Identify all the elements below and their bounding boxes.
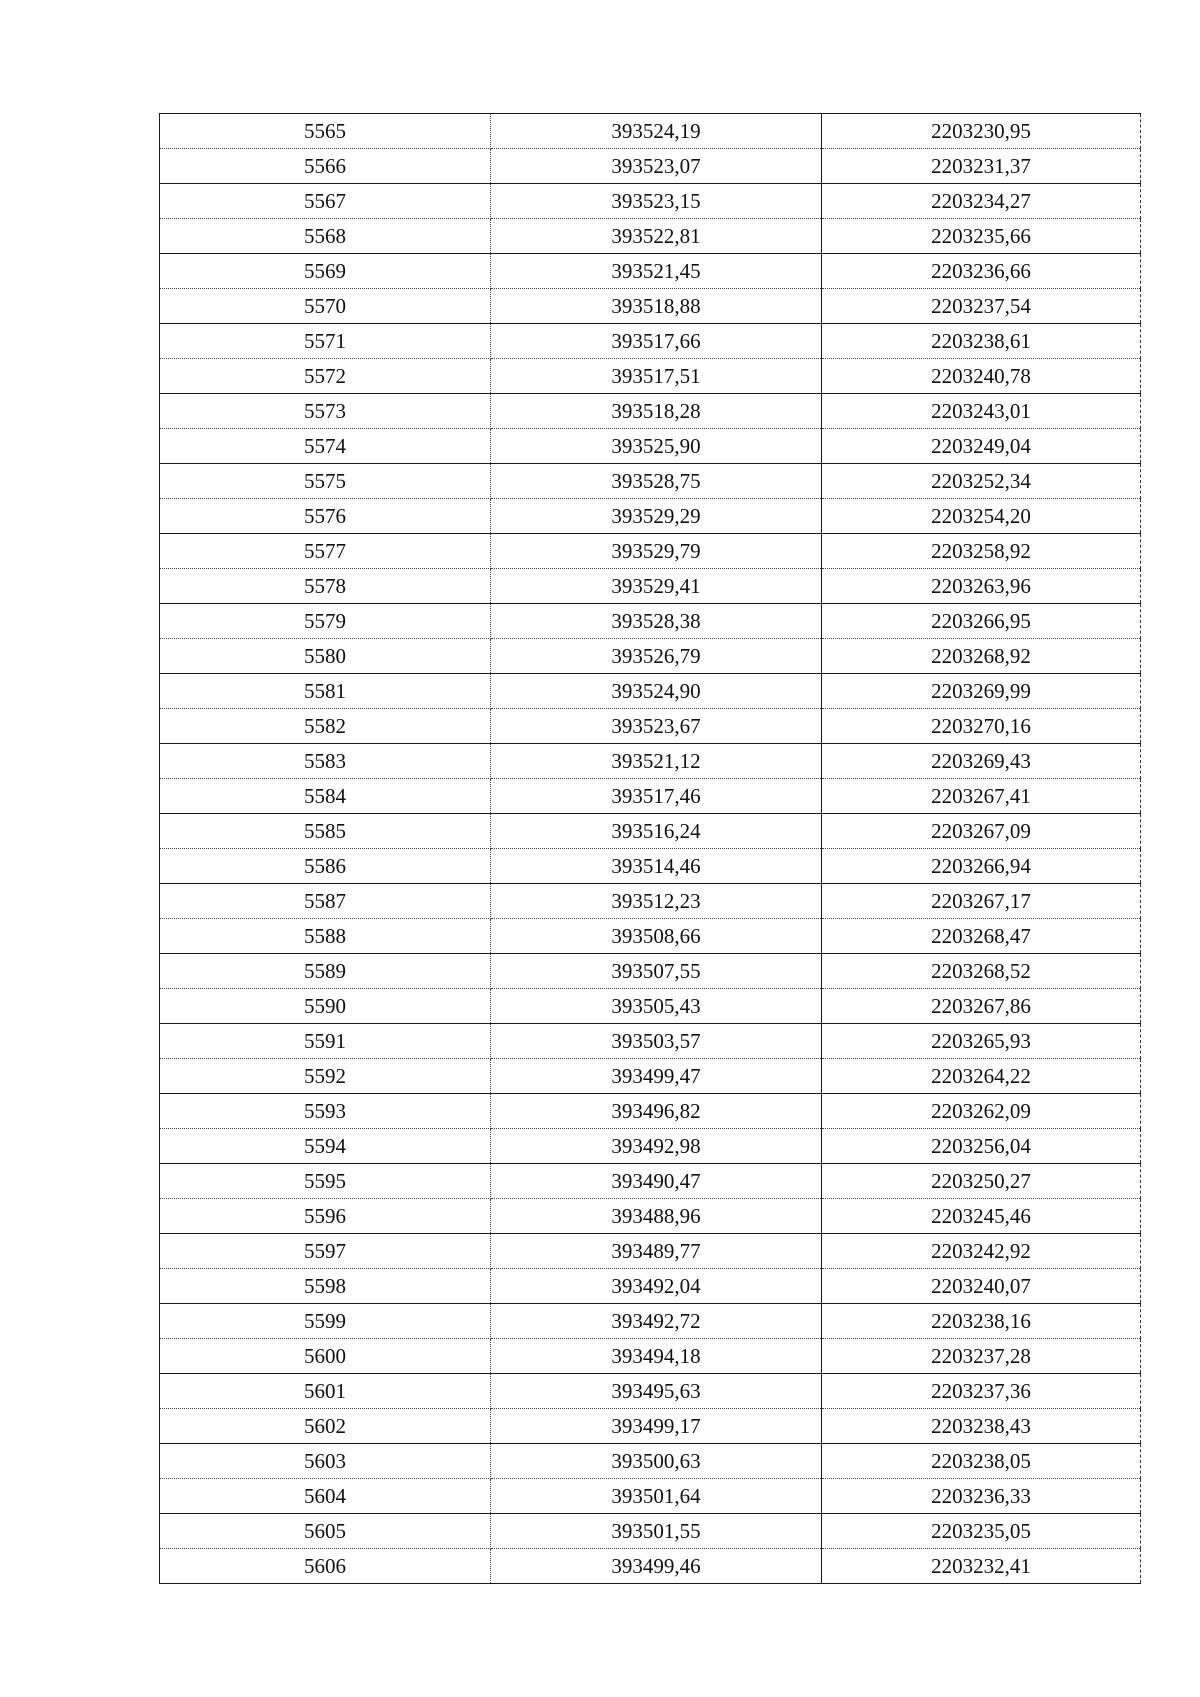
point-number-cell: 5574: [160, 429, 491, 464]
point-number-cell: 5582: [160, 709, 491, 744]
table-row: [160, 114, 1141, 149]
x-coordinate-cell: 393523,67: [491, 709, 822, 744]
point-number-cell: 5598: [160, 1269, 491, 1304]
point-number-cell: 5583: [160, 744, 491, 779]
y-coordinate-cell: 2203267,09: [822, 814, 1141, 849]
y-coordinate-cell: 2203266,95: [822, 604, 1141, 639]
x-coordinate-cell: 393517,51: [491, 359, 822, 394]
y-coordinate-cell: 2203234,27: [822, 184, 1141, 219]
point-number-cell: 5587: [160, 884, 491, 919]
x-coordinate-cell: 393499,17: [491, 1409, 822, 1444]
table-row: [160, 1269, 1141, 1304]
point-number-cell: 5605: [160, 1514, 491, 1549]
y-coordinate-cell: 2203235,66: [822, 219, 1141, 254]
y-coordinate-cell: 2203269,99: [822, 674, 1141, 709]
x-coordinate-cell: 393528,38: [491, 604, 822, 639]
y-coordinate-cell: 2203238,61: [822, 324, 1141, 359]
point-number-cell: 5585: [160, 814, 491, 849]
x-coordinate-cell: 393501,55: [491, 1514, 822, 1549]
x-coordinate-cell: 393521,12: [491, 744, 822, 779]
coordinates-table-body: [160, 114, 1141, 1584]
table-row: [160, 569, 1141, 604]
table-row: [160, 744, 1141, 779]
table-row: [160, 779, 1141, 814]
y-coordinate-cell: 2203238,05: [822, 1444, 1141, 1479]
table-row: [160, 989, 1141, 1024]
point-number-cell: 5566: [160, 149, 491, 184]
table-row: [160, 1549, 1141, 1584]
point-number-cell: 5584: [160, 779, 491, 814]
point-number-cell: 5570: [160, 289, 491, 324]
point-number-cell: 5604: [160, 1479, 491, 1514]
y-coordinate-cell: 2203240,07: [822, 1269, 1141, 1304]
x-coordinate-cell: 393516,24: [491, 814, 822, 849]
y-coordinate-cell: 2203268,92: [822, 639, 1141, 674]
x-coordinate-cell: 393494,18: [491, 1339, 822, 1374]
point-number-cell: 5592: [160, 1059, 491, 1094]
table-row: [160, 464, 1141, 499]
table-row: [160, 324, 1141, 359]
x-coordinate-cell: 393492,72: [491, 1304, 822, 1339]
table-row: [160, 1234, 1141, 1269]
x-coordinate-cell: 393522,81: [491, 219, 822, 254]
y-coordinate-cell: 2203268,47: [822, 919, 1141, 954]
y-coordinate-cell: 2203238,16: [822, 1304, 1141, 1339]
x-coordinate-cell: 393523,15: [491, 184, 822, 219]
x-coordinate-cell: 393521,45: [491, 254, 822, 289]
table-row: [160, 919, 1141, 954]
x-coordinate-cell: 393500,63: [491, 1444, 822, 1479]
point-number-cell: 5591: [160, 1024, 491, 1059]
table-row: [160, 1479, 1141, 1514]
table-row: [160, 884, 1141, 919]
point-number-cell: 5567: [160, 184, 491, 219]
table-row: [160, 1059, 1141, 1094]
coordinates-table: [159, 113, 1141, 1584]
point-number-cell: 5594: [160, 1129, 491, 1164]
y-coordinate-cell: 2203230,95: [822, 114, 1141, 149]
y-coordinate-cell: 2203243,01: [822, 394, 1141, 429]
y-coordinate-cell: 2203266,94: [822, 849, 1141, 884]
point-number-cell: 5600: [160, 1339, 491, 1374]
point-number-cell: 5569: [160, 254, 491, 289]
table-row: [160, 1094, 1141, 1129]
x-coordinate-cell: 393512,23: [491, 884, 822, 919]
x-coordinate-cell: 393490,47: [491, 1164, 822, 1199]
y-coordinate-cell: 2203242,92: [822, 1234, 1141, 1269]
point-number-cell: 5601: [160, 1374, 491, 1409]
x-coordinate-cell: 393499,47: [491, 1059, 822, 1094]
point-number-cell: 5580: [160, 639, 491, 674]
table-row: [160, 1374, 1141, 1409]
point-number-cell: 5579: [160, 604, 491, 639]
table-row: [160, 1164, 1141, 1199]
y-coordinate-cell: 2203263,96: [822, 569, 1141, 604]
y-coordinate-cell: 2203245,46: [822, 1199, 1141, 1234]
x-coordinate-cell: 393518,88: [491, 289, 822, 324]
table-row: [160, 674, 1141, 709]
y-coordinate-cell: 2203264,22: [822, 1059, 1141, 1094]
table-row: [160, 1444, 1141, 1479]
y-coordinate-cell: 2203269,43: [822, 744, 1141, 779]
x-coordinate-cell: 393495,63: [491, 1374, 822, 1409]
y-coordinate-cell: 2203256,04: [822, 1129, 1141, 1164]
x-coordinate-cell: 393517,66: [491, 324, 822, 359]
y-coordinate-cell: 2203252,34: [822, 464, 1141, 499]
x-coordinate-cell: 393529,79: [491, 534, 822, 569]
y-coordinate-cell: 2203258,92: [822, 534, 1141, 569]
x-coordinate-cell: 393529,29: [491, 499, 822, 534]
point-number-cell: 5597: [160, 1234, 491, 1269]
table-row: [160, 1339, 1141, 1374]
y-coordinate-cell: 2203265,93: [822, 1024, 1141, 1059]
table-row: [160, 1304, 1141, 1339]
table-row: [160, 639, 1141, 674]
point-number-cell: 5578: [160, 569, 491, 604]
point-number-cell: 5577: [160, 534, 491, 569]
y-coordinate-cell: 2203250,27: [822, 1164, 1141, 1199]
table-row: [160, 1024, 1141, 1059]
y-coordinate-cell: 2203268,52: [822, 954, 1141, 989]
table-row: [160, 289, 1141, 324]
table-row: [160, 534, 1141, 569]
table-row: [160, 184, 1141, 219]
x-coordinate-cell: 393492,98: [491, 1129, 822, 1164]
table-row: [160, 429, 1141, 464]
table-row: [160, 849, 1141, 884]
point-number-cell: 5606: [160, 1549, 491, 1584]
point-number-cell: 5590: [160, 989, 491, 1024]
x-coordinate-cell: 393524,90: [491, 674, 822, 709]
y-coordinate-cell: 2203232,41: [822, 1549, 1141, 1584]
point-number-cell: 5581: [160, 674, 491, 709]
y-coordinate-cell: 2203267,86: [822, 989, 1141, 1024]
table-row: [160, 1409, 1141, 1444]
x-coordinate-cell: 393499,46: [491, 1549, 822, 1584]
x-coordinate-cell: 393501,64: [491, 1479, 822, 1514]
point-number-cell: 5575: [160, 464, 491, 499]
x-coordinate-cell: 393489,77: [491, 1234, 822, 1269]
table-row: [160, 1129, 1141, 1164]
table-row: [160, 499, 1141, 534]
point-number-cell: 5603: [160, 1444, 491, 1479]
y-coordinate-cell: 2203254,20: [822, 499, 1141, 534]
x-coordinate-cell: 393514,46: [491, 849, 822, 884]
x-coordinate-cell: 393525,90: [491, 429, 822, 464]
y-coordinate-cell: 2203235,05: [822, 1514, 1141, 1549]
y-coordinate-cell: 2203240,78: [822, 359, 1141, 394]
y-coordinate-cell: 2203236,66: [822, 254, 1141, 289]
x-coordinate-cell: 393505,43: [491, 989, 822, 1024]
y-coordinate-cell: 2203267,41: [822, 779, 1141, 814]
x-coordinate-cell: 393528,75: [491, 464, 822, 499]
y-coordinate-cell: 2203270,16: [822, 709, 1141, 744]
x-coordinate-cell: 393517,46: [491, 779, 822, 814]
y-coordinate-cell: 2203237,54: [822, 289, 1141, 324]
point-number-cell: 5572: [160, 359, 491, 394]
y-coordinate-cell: 2203262,09: [822, 1094, 1141, 1129]
table-row: [160, 219, 1141, 254]
y-coordinate-cell: 2203238,43: [822, 1409, 1141, 1444]
table-row: [160, 254, 1141, 289]
point-number-cell: 5602: [160, 1409, 491, 1444]
table-row: [160, 604, 1141, 639]
table-row: [160, 1199, 1141, 1234]
x-coordinate-cell: 393523,07: [491, 149, 822, 184]
y-coordinate-cell: 2203236,33: [822, 1479, 1141, 1514]
table-row: [160, 954, 1141, 989]
y-coordinate-cell: 2203231,37: [822, 149, 1141, 184]
point-number-cell: 5565: [160, 114, 491, 149]
x-coordinate-cell: 393507,55: [491, 954, 822, 989]
point-number-cell: 5571: [160, 324, 491, 359]
point-number-cell: 5593: [160, 1094, 491, 1129]
table-row: [160, 1514, 1141, 1549]
x-coordinate-cell: 393526,79: [491, 639, 822, 674]
table-row: [160, 709, 1141, 744]
y-coordinate-cell: 2203237,28: [822, 1339, 1141, 1374]
y-coordinate-cell: 2203249,04: [822, 429, 1141, 464]
x-coordinate-cell: 393529,41: [491, 569, 822, 604]
point-number-cell: 5576: [160, 499, 491, 534]
x-coordinate-cell: 393524,19: [491, 114, 822, 149]
point-number-cell: 5568: [160, 219, 491, 254]
x-coordinate-cell: 393518,28: [491, 394, 822, 429]
table-row: [160, 814, 1141, 849]
table-row: [160, 359, 1141, 394]
x-coordinate-cell: 393492,04: [491, 1269, 822, 1304]
point-number-cell: 5573: [160, 394, 491, 429]
table-row: [160, 394, 1141, 429]
point-number-cell: 5599: [160, 1304, 491, 1339]
point-number-cell: 5595: [160, 1164, 491, 1199]
table-row: [160, 149, 1141, 184]
x-coordinate-cell: 393503,57: [491, 1024, 822, 1059]
y-coordinate-cell: 2203237,36: [822, 1374, 1141, 1409]
point-number-cell: 5596: [160, 1199, 491, 1234]
x-coordinate-cell: 393508,66: [491, 919, 822, 954]
point-number-cell: 5589: [160, 954, 491, 989]
x-coordinate-cell: 393496,82: [491, 1094, 822, 1129]
point-number-cell: 5586: [160, 849, 491, 884]
x-coordinate-cell: 393488,96: [491, 1199, 822, 1234]
y-coordinate-cell: 2203267,17: [822, 884, 1141, 919]
point-number-cell: 5588: [160, 919, 491, 954]
